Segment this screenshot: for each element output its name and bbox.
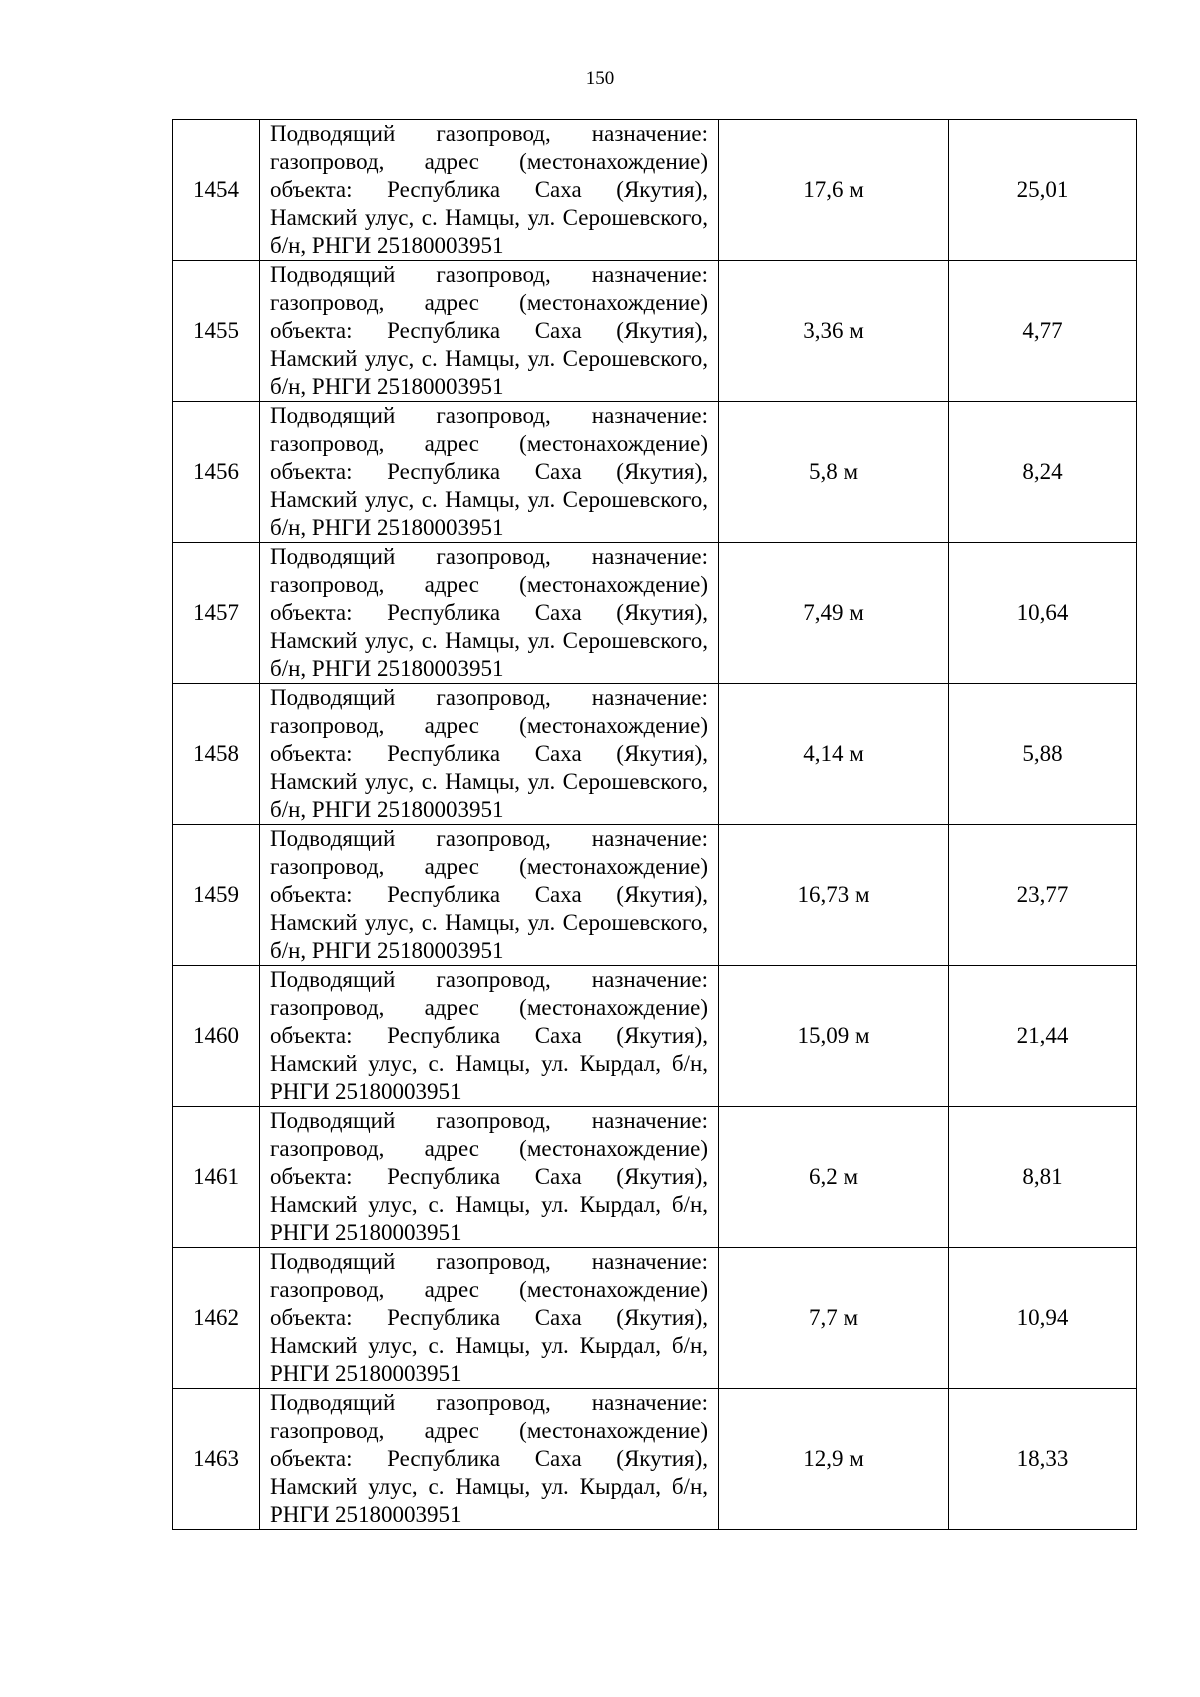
- row-description-text: Подводящий газопровод, назначение: газопровод, адрес (местонахождение) объекта: Республика Саха (Якутия), Намский улус, с. Намцы, ул. Серошевского, б/н, РНГИ 25180003951: [270, 262, 708, 399]
- row-length: 12,9 м: [719, 1389, 949, 1530]
- row-length: 5,8 м: [719, 402, 949, 543]
- table-row: [173, 684, 1137, 825]
- row-description: [260, 120, 719, 261]
- row-description-text: Подводящий газопровод, назначение: газопровод, адрес (местонахождение) объекта: Республика Саха (Якутия), Намский улус, с. Намцы, ул. Кырдал, б/н, РНГИ 25180003951: [270, 1108, 708, 1245]
- row-number: 1458: [173, 684, 260, 825]
- row-number: 1459: [173, 825, 260, 966]
- row-length: 17,6 м: [719, 120, 949, 261]
- row-description-text: Подводящий газопровод, назначение: газопровод, адрес (местонахождение) объекта: Республика Саха (Якутия), Намский улус, с. Намцы, ул. Серошевского, б/н, РНГИ 25180003951: [270, 685, 708, 822]
- row-description: [260, 261, 719, 402]
- row-length: 4,14 м: [719, 684, 949, 825]
- row-value: 8,24: [949, 402, 1137, 543]
- row-description-text: Подводящий газопровод, назначение: газопровод, адрес (местонахождение) объекта: Республика Саха (Якутия), Намский улус, с. Намцы, ул. Серошевского, б/н, РНГИ 25180003951: [270, 826, 708, 963]
- row-value: 10,94: [949, 1248, 1137, 1389]
- property-table-body: [173, 120, 1137, 1530]
- row-description-text: Подводящий газопровод, назначение: газопровод, адрес (местонахождение) объекта: Республика Саха (Якутия), Намский улус, с. Намцы, ул. Кырдал, б/н, РНГИ 25180003951: [270, 1249, 708, 1386]
- row-number: 1462: [173, 1248, 260, 1389]
- table-row: [173, 402, 1137, 543]
- row-value: 5,88: [949, 684, 1137, 825]
- row-value: 8,81: [949, 1107, 1137, 1248]
- table-row: [173, 966, 1137, 1107]
- table-row: [173, 825, 1137, 966]
- row-description-text: Подводящий газопровод, назначение: газопровод, адрес (местонахождение) объекта: Республика Саха (Якутия), Намский улус, с. Намцы, ул. Кырдал, б/н, РНГИ 25180003951: [270, 967, 708, 1104]
- page-number: 150: [585, 68, 615, 89]
- row-number: 1456: [173, 402, 260, 543]
- row-length: 3,36 м: [719, 261, 949, 402]
- row-description: [260, 684, 719, 825]
- table-row: [173, 261, 1137, 402]
- table-row: [173, 543, 1137, 684]
- row-length: 15,09 м: [719, 966, 949, 1107]
- row-description: [260, 966, 719, 1107]
- row-value: 4,77: [949, 261, 1137, 402]
- row-length: 16,73 м: [719, 825, 949, 966]
- table-row: [173, 1107, 1137, 1248]
- row-description: [260, 543, 719, 684]
- row-number: 1454: [173, 120, 260, 261]
- property-table: [172, 119, 1137, 1530]
- row-length: 7,49 м: [719, 543, 949, 684]
- table-row: [173, 120, 1137, 261]
- row-length: 6,2 м: [719, 1107, 949, 1248]
- row-number: 1463: [173, 1389, 260, 1530]
- row-value: 25,01: [949, 120, 1137, 261]
- table-row: [173, 1248, 1137, 1389]
- row-number: 1460: [173, 966, 260, 1107]
- row-number: 1461: [173, 1107, 260, 1248]
- row-description: [260, 1389, 719, 1530]
- row-description: [260, 1107, 719, 1248]
- row-description: [260, 825, 719, 966]
- row-description-text: Подводящий газопровод, назначение: газопровод, адрес (местонахождение) объекта: Республика Саха (Якутия), Намский улус, с. Намцы, ул. Серошевского, б/н, РНГИ 25180003951: [270, 544, 708, 681]
- row-number: 1455: [173, 261, 260, 402]
- row-value: 23,77: [949, 825, 1137, 966]
- row-value: 10,64: [949, 543, 1137, 684]
- row-description-text: Подводящий газопровод, назначение: газопровод, адрес (местонахождение) объекта: Республика Саха (Якутия), Намский улус, с. Намцы, ул. Серошевского, б/н, РНГИ 25180003951: [270, 403, 708, 540]
- row-value: 21,44: [949, 966, 1137, 1107]
- row-description-text: Подводящий газопровод, назначение: газопровод, адрес (местонахождение) объекта: Республика Саха (Якутия), Намский улус, с. Намцы, ул. Серошевского, б/н, РНГИ 25180003951: [270, 121, 708, 258]
- row-description: [260, 1248, 719, 1389]
- row-number: 1457: [173, 543, 260, 684]
- row-description: [260, 402, 719, 543]
- row-value: 18,33: [949, 1389, 1137, 1530]
- row-length: 7,7 м: [719, 1248, 949, 1389]
- row-description-text: Подводящий газопровод, назначение: газопровод, адрес (местонахождение) объекта: Республика Саха (Якутия), Намский улус, с. Намцы, ул. Кырдал, б/н, РНГИ 25180003951: [270, 1390, 708, 1527]
- table-row: [173, 1389, 1137, 1530]
